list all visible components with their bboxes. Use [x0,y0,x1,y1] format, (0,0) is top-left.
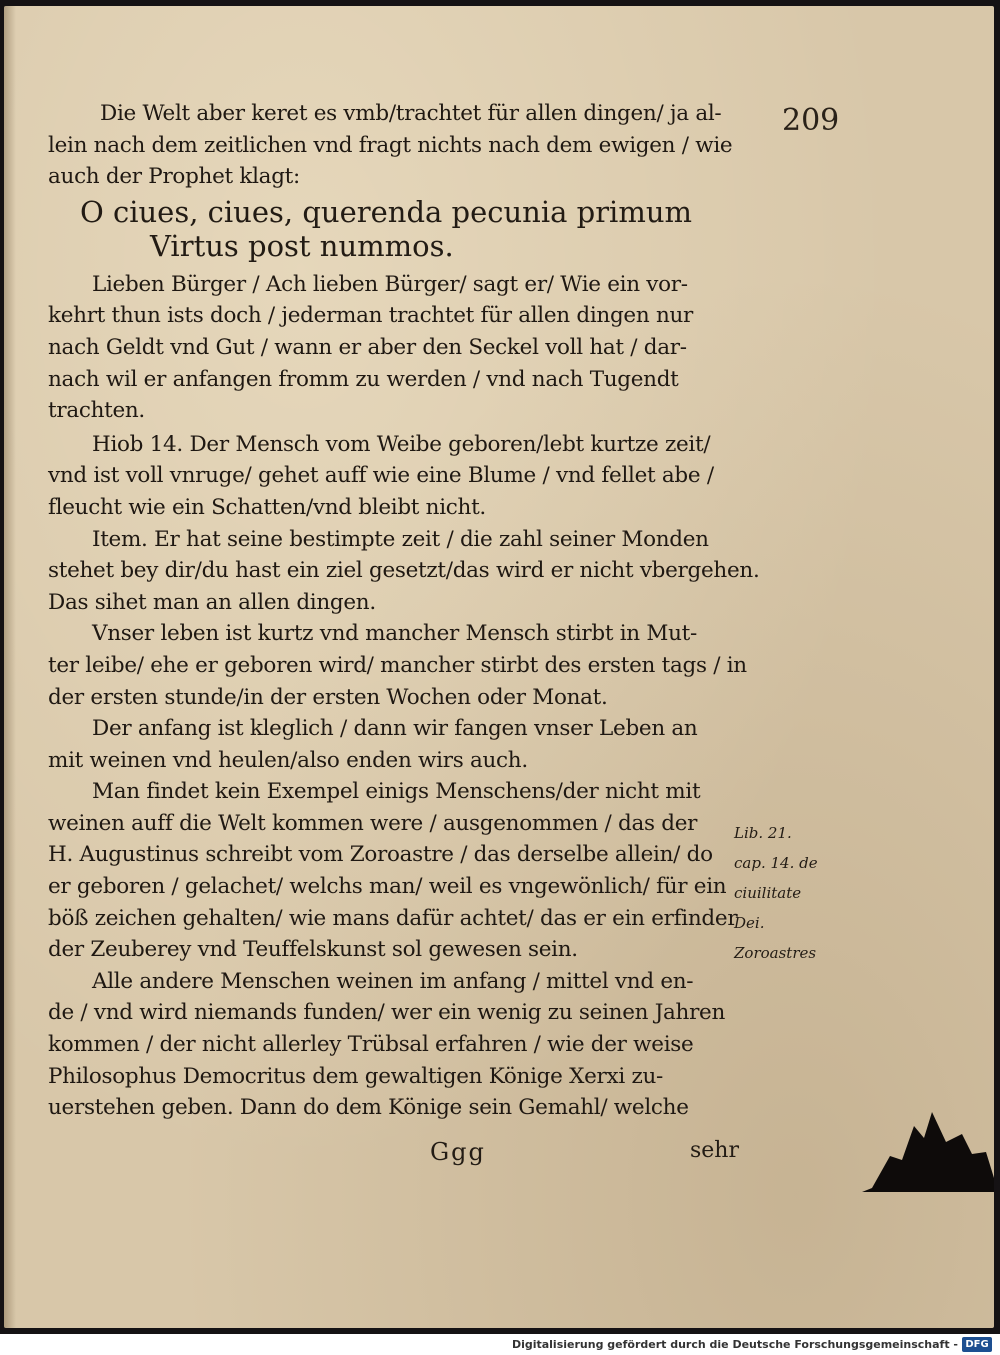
catchword: sehr [690,1138,739,1163]
text-line: Lieben Bürger / Ach lieben Bürger/ sagt er/ Wie ein vor- [92,271,688,297]
text-line: kehrt thun ists doch / jederman trachtet für allen dingen nur [48,303,694,329]
text-line: lein nach dem zeitlichen vnd fragt nichts nach dem ewigen / wie [48,132,733,158]
text-line: Man findet kein Exempel einigs Menschens/der nicht mit [92,779,701,805]
latin-quote-line: Virtus post nummos. [150,228,454,263]
ink-blot-damage [862,1108,994,1192]
text-line: Alle andere Menschen weinen im anfang / mittel vnd en- [92,968,694,994]
page-number: 209 [782,103,840,138]
margin-note: Zoroastres [734,944,817,962]
printer-signature-mark: Ggg [430,1138,486,1166]
margin-note: Lib. 21. [734,824,792,842]
text-line: Die Welt aber keret es vmb/trachtet für allen dingen/ ja al- [100,101,722,126]
text-line: H. Augustinus schreibt vom Zoroastre / das derselbe allein/ do [48,842,713,868]
text-line: vnd ist voll vnruge/ gehet auff wie eine Blume / vnd fellet abe / [48,463,714,489]
text-line: der ersten stunde/in der ersten Wochen oder Monat. [48,684,608,710]
text-line: Vnser leben ist kurtz vnd mancher Mensch stirbt in Mut- [92,621,697,647]
text-line: ter leibe/ ehe er geboren wird/ mancher stirbt des ersten tags / in [48,652,747,678]
text-line: weinen auff die Welt kommen were / ausgenommen / das der [48,810,698,836]
text-line: uerstehen geben. Dann do dem Könige sein Gemahl/ welche [48,1095,689,1121]
text-line: stehet bey dir/du hast ein ziel gesetzt/das wird er nicht vbergehen. [48,558,760,584]
text-line: Der anfang ist kleglich / dann wir fangen vnser Leben an [92,716,698,742]
margin-note: ciuilitate [734,884,802,902]
text-line: kommen / der nicht allerley Trübsal erfahren / wie der weise [48,1032,694,1058]
margin-notes [734,818,844,968]
text-line: auch der Prophet klagt: [48,164,300,190]
main-text-block [48,98,760,1124]
text-line: Item. Er hat seine bestimpte zeit / die zahl seiner Monden [92,526,709,552]
text-line: fleucht wie ein Schatten/vnd bleibt nicht. [48,494,486,520]
text-line: Hiob 14. Der Mensch vom Weibe geboren/lebt kurtze zeit/ [92,431,711,457]
text-line: Das sihet man an allen dingen. [48,589,376,615]
dfg-logo: DFG [962,1337,992,1352]
text-line: er geboren / gelachet/ welchs man/ weil es vngewönlich/ für ein [48,874,727,900]
digitization-credit: Digitalisierung gefördert durch die Deutsche Forschungsgemeinschaft - [511,1338,958,1351]
margin-note: Dei. [734,914,765,932]
latin-quote-line: O ciues, ciues, querenda pecunia primum [80,194,693,229]
margin-note: cap. 14. de [734,854,818,872]
text-line: nach wil er anfangen fromm zu werden / vnd nach Tugendt [48,366,679,392]
page-gutter-shadow [4,6,16,1328]
text-line: Philosophus Democritus dem gewaltigen Könige Xerxi zu- [48,1063,663,1089]
text-line: der Zeuberey vnd Teuffelskunst sol gewesen sein. [48,937,578,963]
text-line: mit weinen vnd heulen/also enden wirs auch. [48,747,528,773]
text-line: böß zeichen gehalten/ wie mans dafür achtet/ das er ein erfinder [48,905,738,931]
text-line: nach Geldt vnd Gut / wann er aber den Seckel voll hat / dar- [48,334,687,360]
text-line: de / vnd wird niemands funden/ wer ein wenig zu seinen Jahren [48,1000,726,1026]
text-line: trachten. [48,398,145,424]
